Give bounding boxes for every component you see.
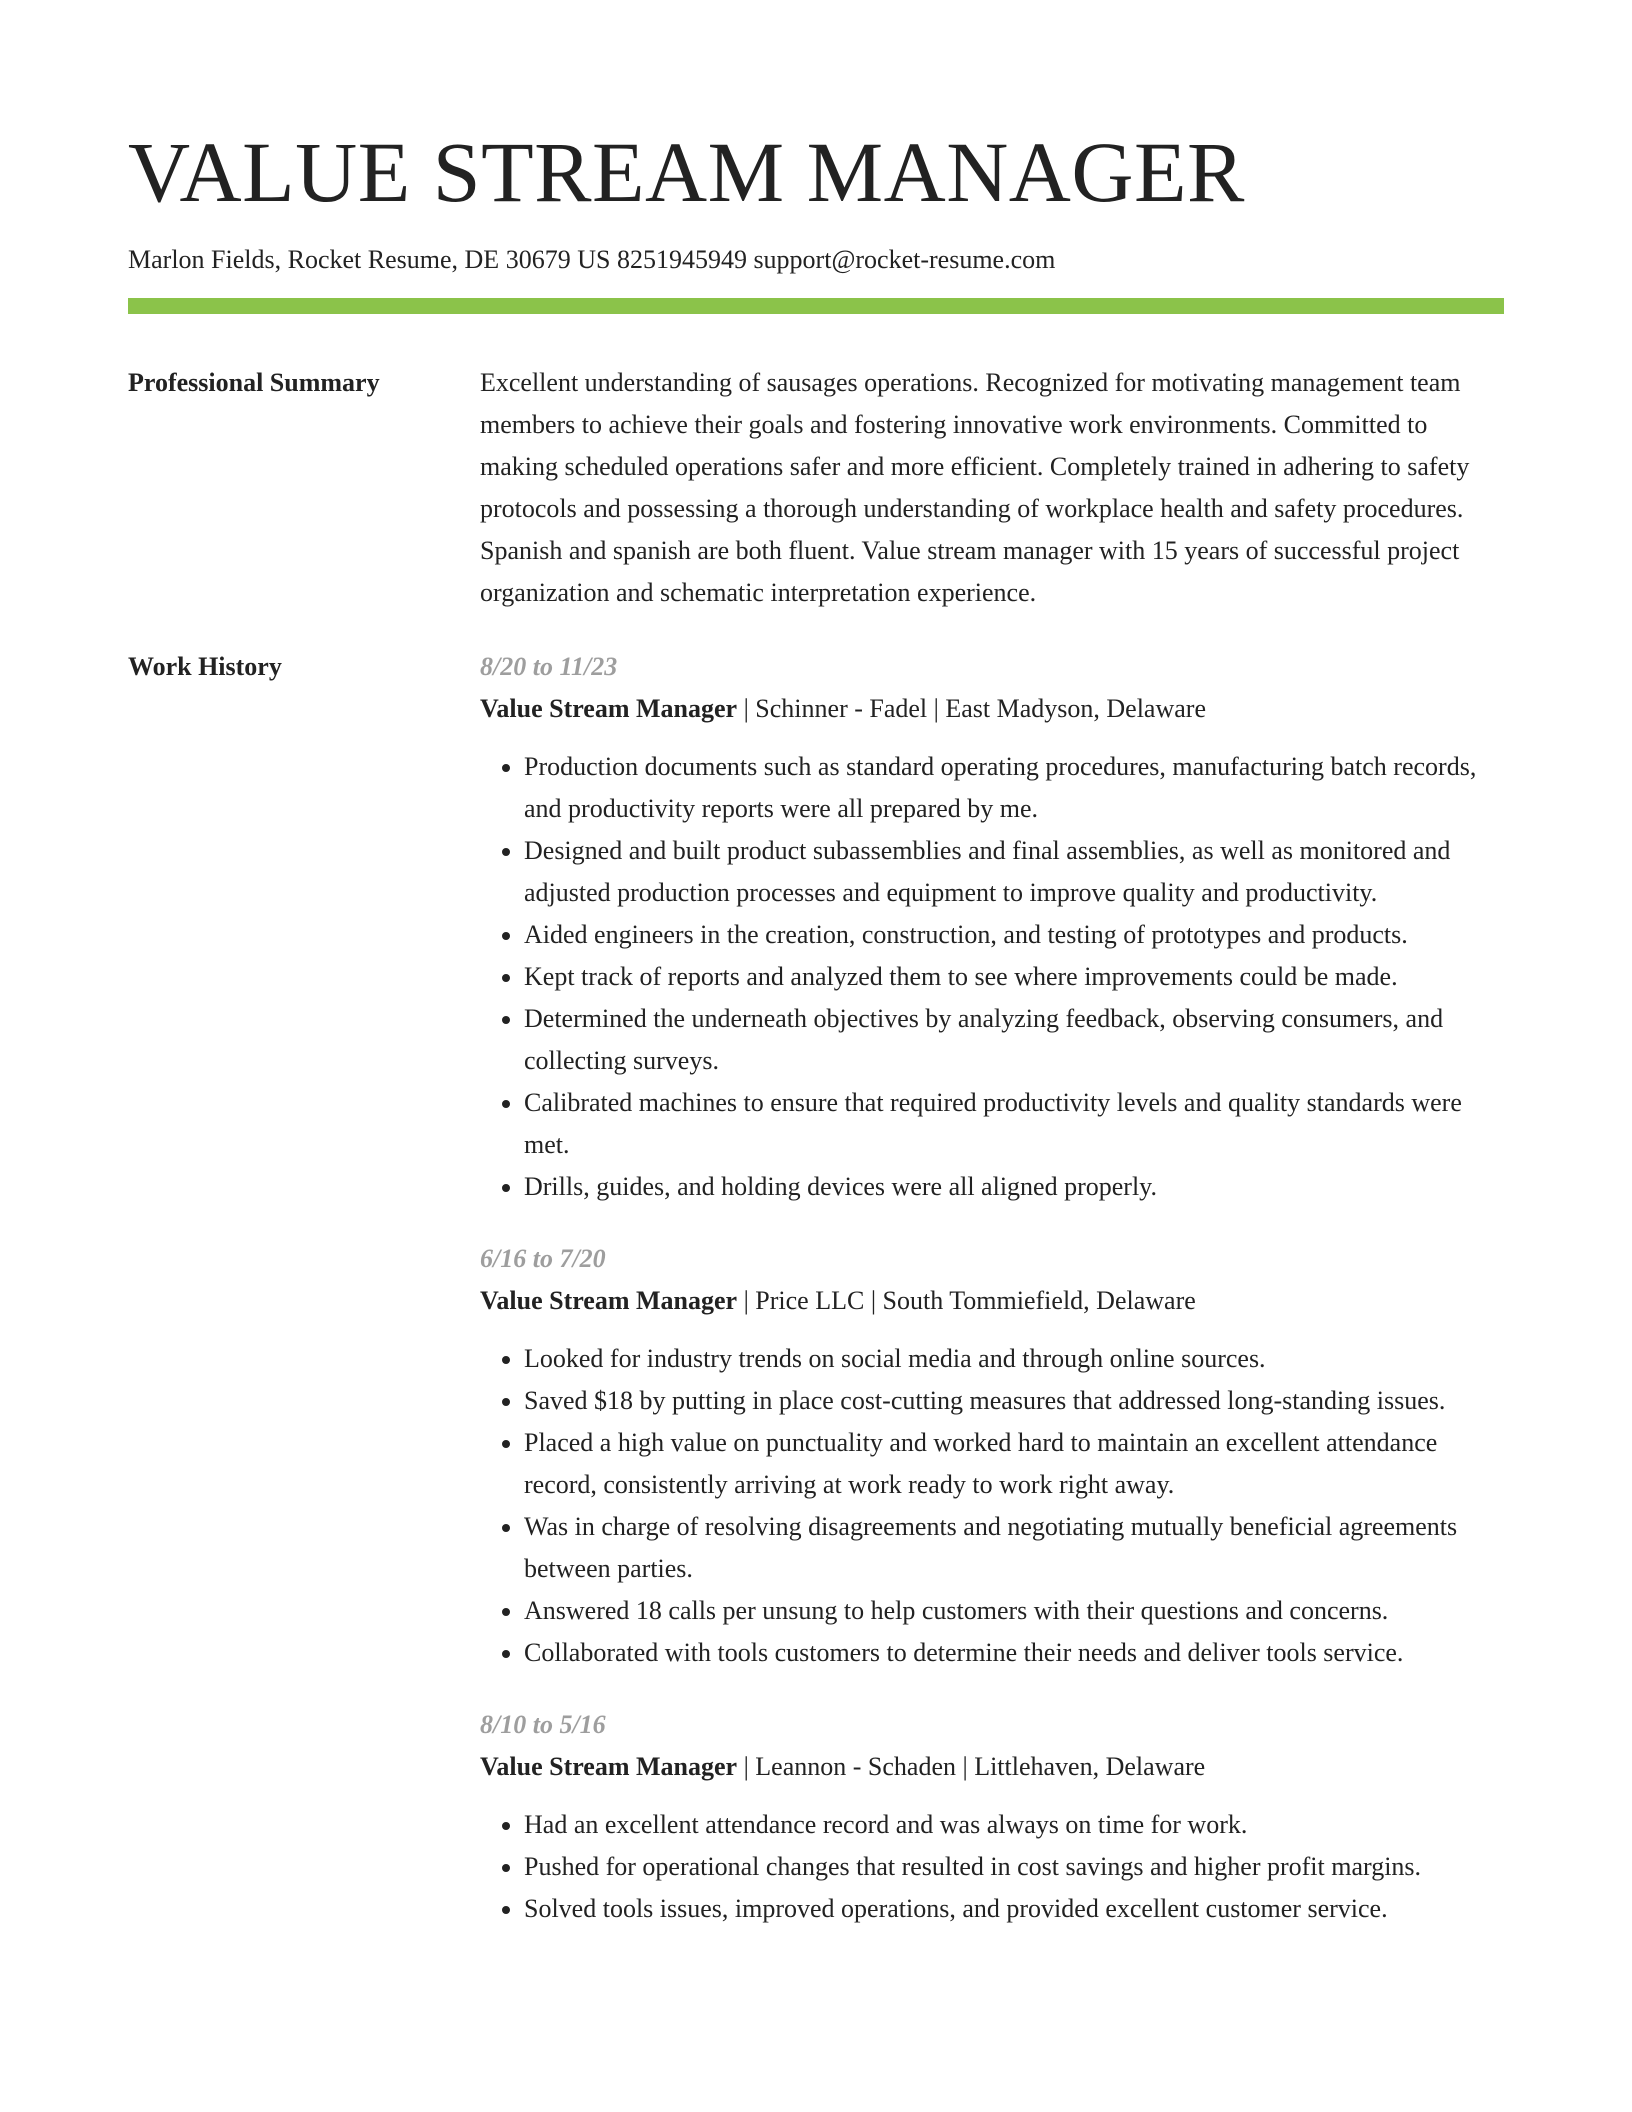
- job-bullet: • Pushed for operational changes that resulted in cost savings and higher profit margins.: [524, 1846, 1504, 1888]
- job-bullet: • Production documents such as standard operating procedures, manufacturing batch records, and productivity reports were all prepared by me.: [524, 746, 1504, 830]
- job-dates: 6/16 to 7/20: [480, 1244, 606, 1273]
- job-bullet: • Placed a high value on punctuality and worked hard to maintain an excellent attendance record, consistently arriving at work ready to work right away.: [524, 1422, 1504, 1506]
- job-bullet: • Answered 18 calls per unsung to help customers with their questions and concerns.: [524, 1590, 1504, 1632]
- job-details: | Price LLC | South Tommiefield, Delaware: [737, 1286, 1196, 1315]
- job-bullet-list: [480, 746, 1504, 1208]
- job-bullet: • Determined the underneath objectives by analyzing feedback, observing consumers, and collecting surveys.: [524, 998, 1504, 1082]
- job-bullet: • Calibrated machines to ensure that required productivity levels and quality standards were met.: [524, 1082, 1504, 1166]
- job-list: [480, 646, 1504, 1960]
- contact-line: [128, 242, 1504, 278]
- job-bullet: • Designed and built product subassemblies and final assemblies, as well as monitored and adjusted production processes and equipment to improve quality and productivity.: [524, 830, 1504, 914]
- job-bullet: • Was in charge of resolving disagreements and negotiating mutually beneficial agreements between parties.: [524, 1506, 1504, 1590]
- contact-company: Rocket Resume,: [287, 245, 459, 274]
- job-entry: [480, 1238, 1504, 1674]
- job-dates: 8/20 to 11/23: [480, 652, 618, 681]
- job-role: Value Stream Manager: [480, 1752, 738, 1781]
- job-bullet: • Drills, guides, and holding devices were all aligned properly.: [524, 1166, 1504, 1208]
- summary-heading: Professional Summary: [128, 368, 380, 397]
- job-entry: [480, 646, 1504, 1208]
- work-history-section: [128, 646, 1504, 1960]
- job-details: | Schinner - Fadel | East Madyson, Delaware: [737, 694, 1206, 723]
- job-entry: [480, 1704, 1504, 1930]
- contact-email: support@rocket-resume.com: [753, 245, 1056, 274]
- job-bullet: • Aided engineers in the creation, construction, and testing of prototypes and products.: [524, 914, 1504, 956]
- job-bullet-list: [480, 1804, 1504, 1930]
- resume-page: [128, 0, 1504, 1960]
- job-details: | Leannon - Schaden | Littlehaven, Delaware: [737, 1752, 1206, 1781]
- job-bullet: • Kept track of reports and analyzed them to see where improvements could be made.: [524, 956, 1504, 998]
- contact-name: Marlon Fields,: [128, 245, 282, 274]
- job-bullet: • Had an excellent attendance record and was always on time for work.: [524, 1804, 1504, 1846]
- contact-phone: 8251945949: [616, 245, 747, 274]
- summary-section: [128, 362, 1504, 614]
- resume-title: VALUE STREAM MANAGER: [128, 124, 1245, 220]
- job-heading: [480, 1280, 1504, 1322]
- job-bullet: • Solved tools issues, improved operations, and provided excellent customer service.: [524, 1888, 1504, 1930]
- job-bullet: • Looked for industry trends on social media and through online sources.: [524, 1338, 1504, 1380]
- job-bullet: • Collaborated with tools customers to determine their needs and deliver tools service.: [524, 1632, 1504, 1674]
- header-divider: [128, 298, 1504, 314]
- job-heading: [480, 1746, 1504, 1788]
- job-bullet-list: [480, 1338, 1504, 1674]
- summary-text: Excellent understanding of sausages operations. Recognized for motivating management team members to achieve their goals and fostering innovative work environments. Committed to making scheduled operations safer and more efficient. Completely trained in adhering to safety protocols and possessing a thorough understanding of workplace health and safety procedures. Spanish and spanish are both fluent. Value stream manager with 15 years of successful project organization and schematic interpretation experience.: [480, 368, 1470, 607]
- job-role: Value Stream Manager: [480, 1286, 738, 1315]
- job-role: Value Stream Manager: [480, 694, 738, 723]
- job-bullet: • Saved $18 by putting in place cost-cutting measures that addressed long-standing issues.: [524, 1380, 1504, 1422]
- job-dates: 8/10 to 5/16: [480, 1710, 606, 1739]
- work-history-heading: Work History: [128, 652, 282, 681]
- job-heading: [480, 688, 1504, 730]
- contact-location: DE 30679 US: [464, 245, 611, 274]
